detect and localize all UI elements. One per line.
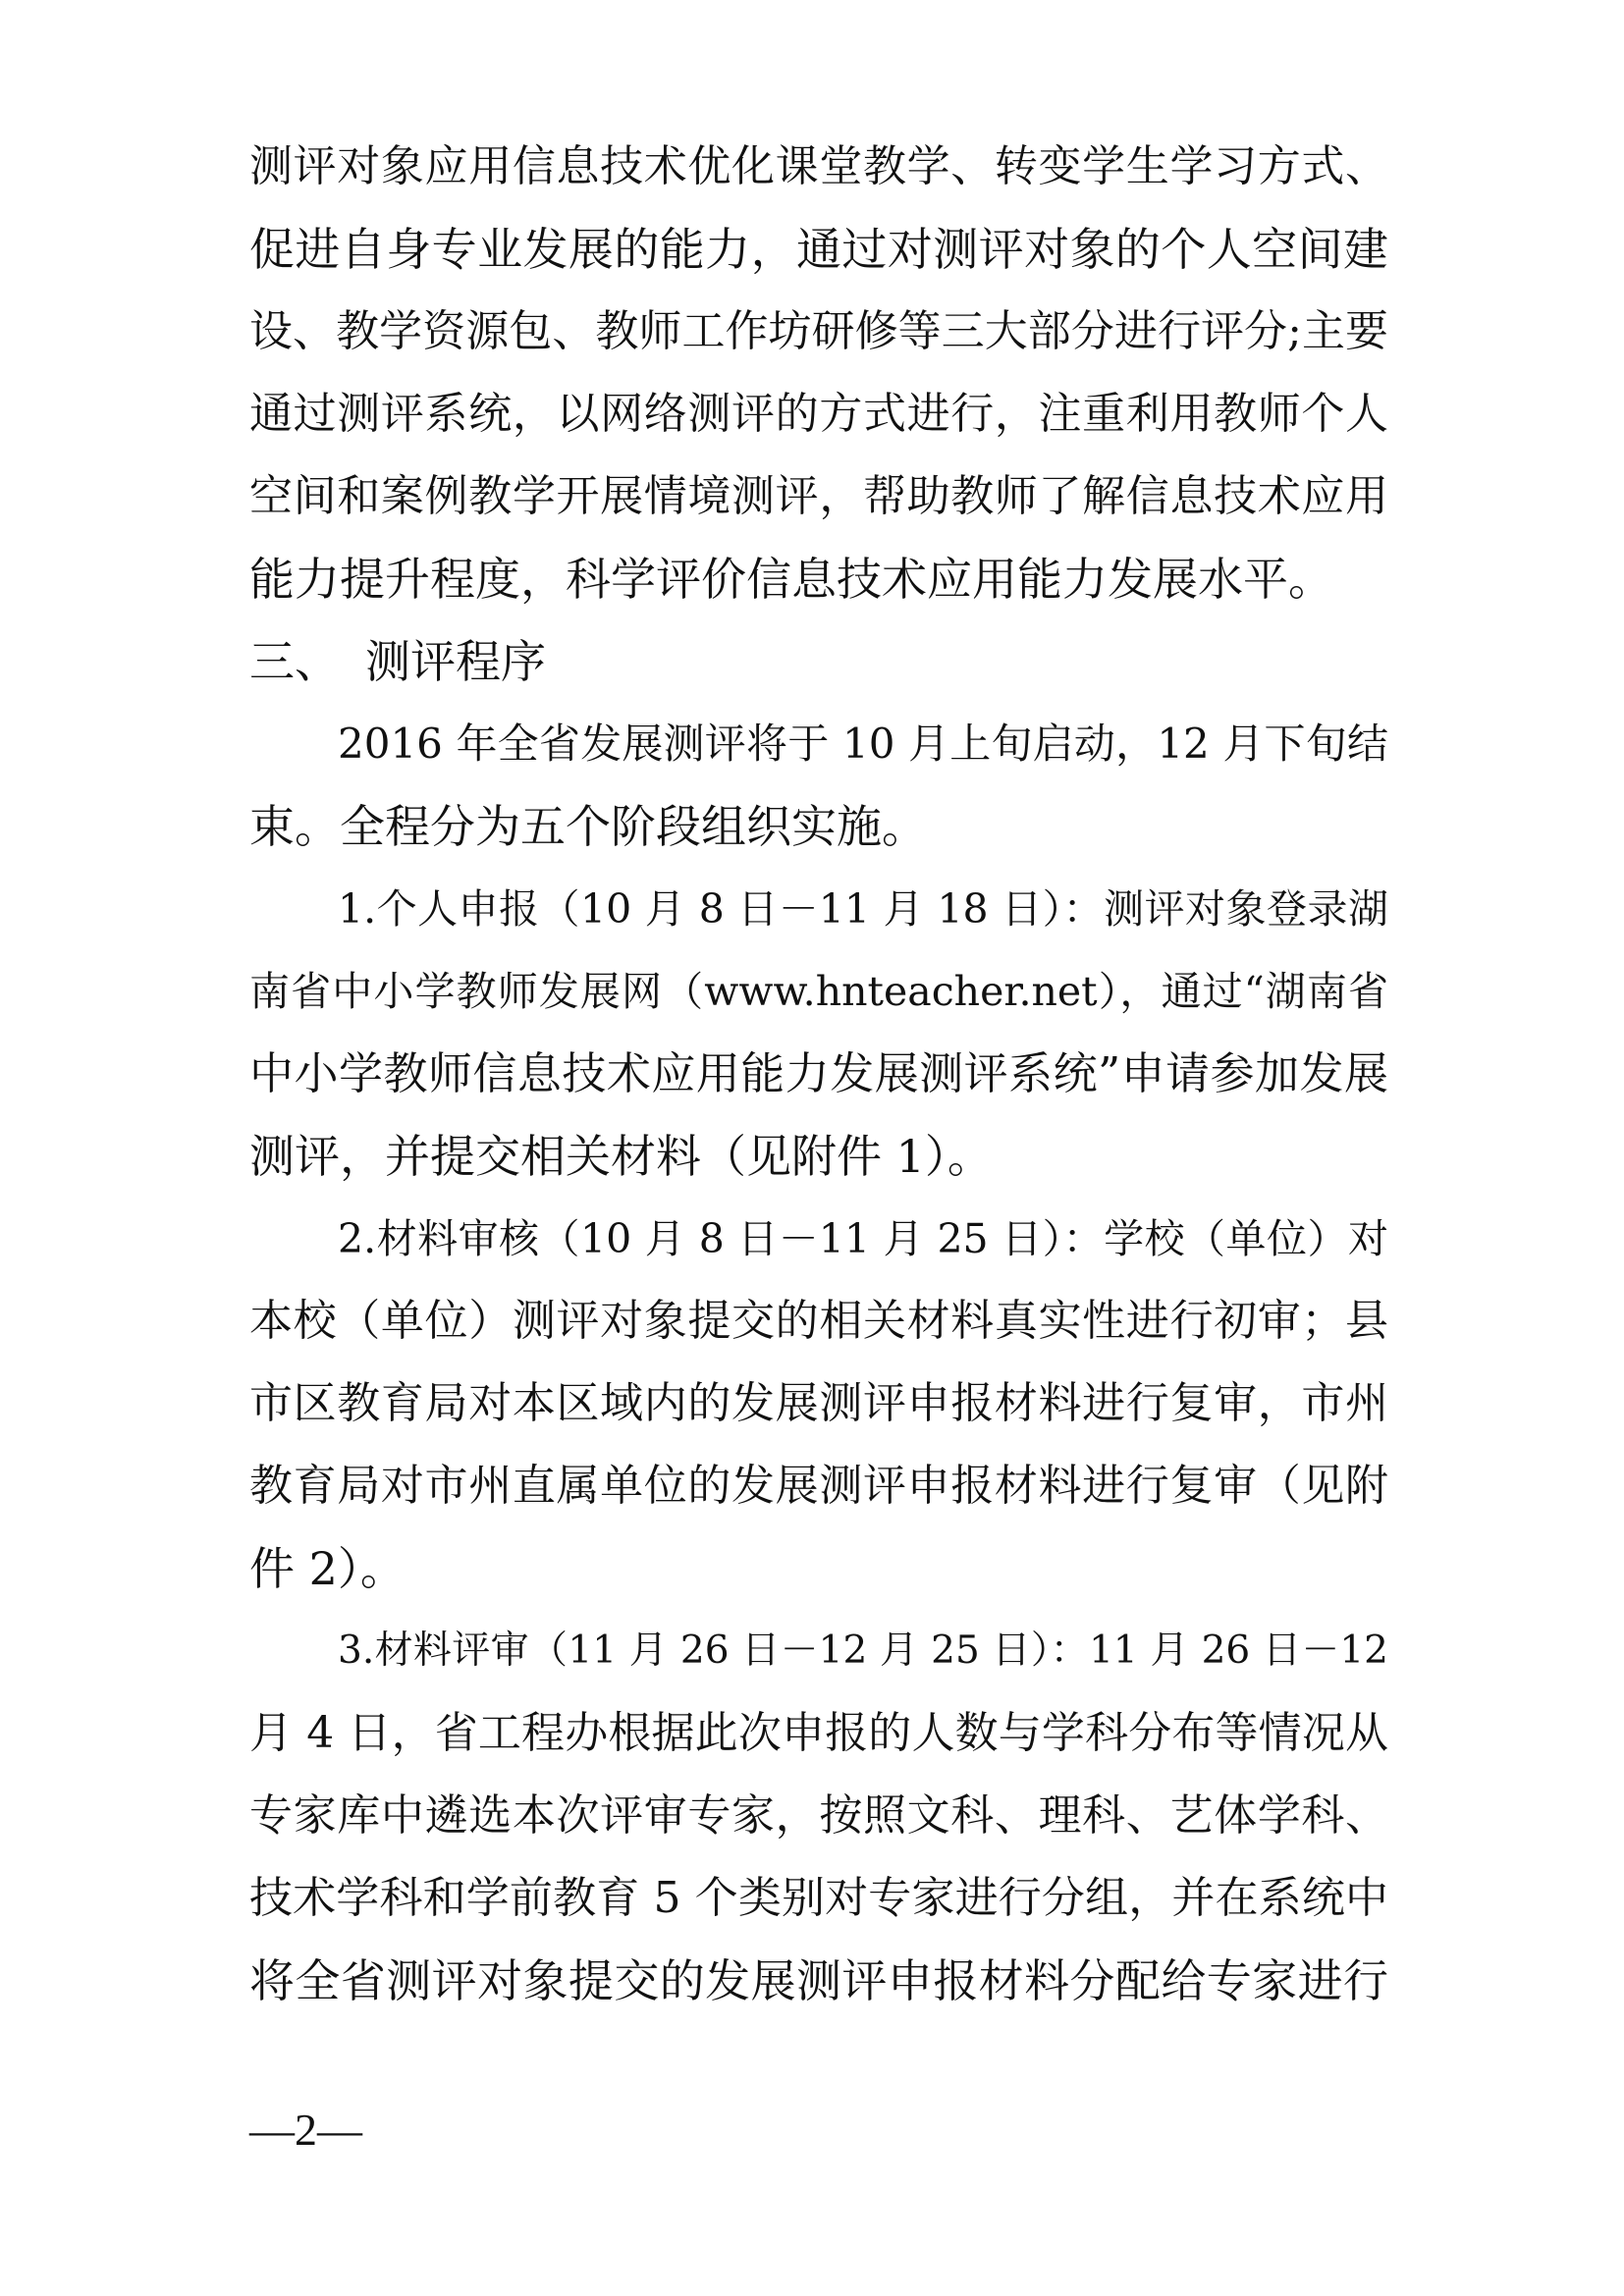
- item3-line-3: 专家库中遴选本次评审专家，按照文科、理科、艺体学科、: [249, 1790, 1388, 1841]
- para1-line-6: 能力提升程度，科学评价信息技术应用能力发展水平。: [249, 553, 1333, 606]
- page-number: —2—: [249, 2105, 362, 2155]
- item3-line-2: 月 4 日，省工程办根据此次申报的人数与学科分布等情况从: [249, 1708, 1388, 1758]
- item2-line-3: 市区教育局对本区域内的发展测评申报材料进行复审，市州: [249, 1378, 1388, 1428]
- section-number: 三、: [249, 635, 340, 688]
- item1-line-3: 中小学教师信息技术应用能力发展测评系统”申请参加发展: [249, 1047, 1388, 1099]
- item3-line-4: 技术学科和学前教育 5 个类别对专家进行分组，并在系统中: [249, 1873, 1388, 1923]
- item1-line-1: 1.个人申报（10 月 8 日－11 月 18 日）：测评对象登录湖: [338, 885, 1388, 933]
- item1-line-4: 测评，并提交相关材料（见附件 1）。: [249, 1130, 993, 1183]
- intro-line-2: 束。全程分为五个阶段组织实施。: [249, 800, 927, 853]
- para1-line-4: 通过测评系统，以网络测评的方式进行，注重利用教师个人: [249, 389, 1388, 439]
- item3-line-1: 3.材料评审（11 月 26 日－12 月 25 日）：11 月 26 日－12: [338, 1629, 1388, 1673]
- item3-line-5: 将全省测评对象提交的发展测评申报材料分配给专家进行: [249, 1954, 1388, 2007]
- section-heading: [249, 620, 546, 703]
- intro-line-1: 2016 年全省发展测评将于 10 月上旬启动，12 月下旬结: [338, 720, 1388, 768]
- section-title: 测评程序: [365, 635, 546, 688]
- item2-line-1: 2.材料审核（10 月 8 日－11 月 25 日）：学校（单位）对: [338, 1215, 1388, 1262]
- para1-line-2: 促进自身专业发展的能力，通过对测评对象的个人空间建: [249, 223, 1388, 276]
- item2-line-2: 本校（单位）测评对象提交的相关材料真实性进行初审；县: [249, 1296, 1388, 1346]
- item1-line-2: 南省中小学教师发展网（www.hnteacher.net），通过“湖南省: [249, 968, 1388, 1015]
- para1-line-5: 空间和案例教学开展情境测评，帮助教师了解信息技术应用: [249, 471, 1388, 521]
- para1-line-3: 设、教学资源包、教师工作坊研修等三大部分进行评分;主要: [249, 306, 1388, 356]
- item2-line-4: 教育局对市州直属单位的发展测评申报材料进行复审（见附: [249, 1461, 1388, 1511]
- item2-line-5: 件 2）。: [249, 1542, 406, 1595]
- para1-line-1: 测评对象应用信息技术优化课堂教学、转变学生学习方式、: [249, 141, 1388, 191]
